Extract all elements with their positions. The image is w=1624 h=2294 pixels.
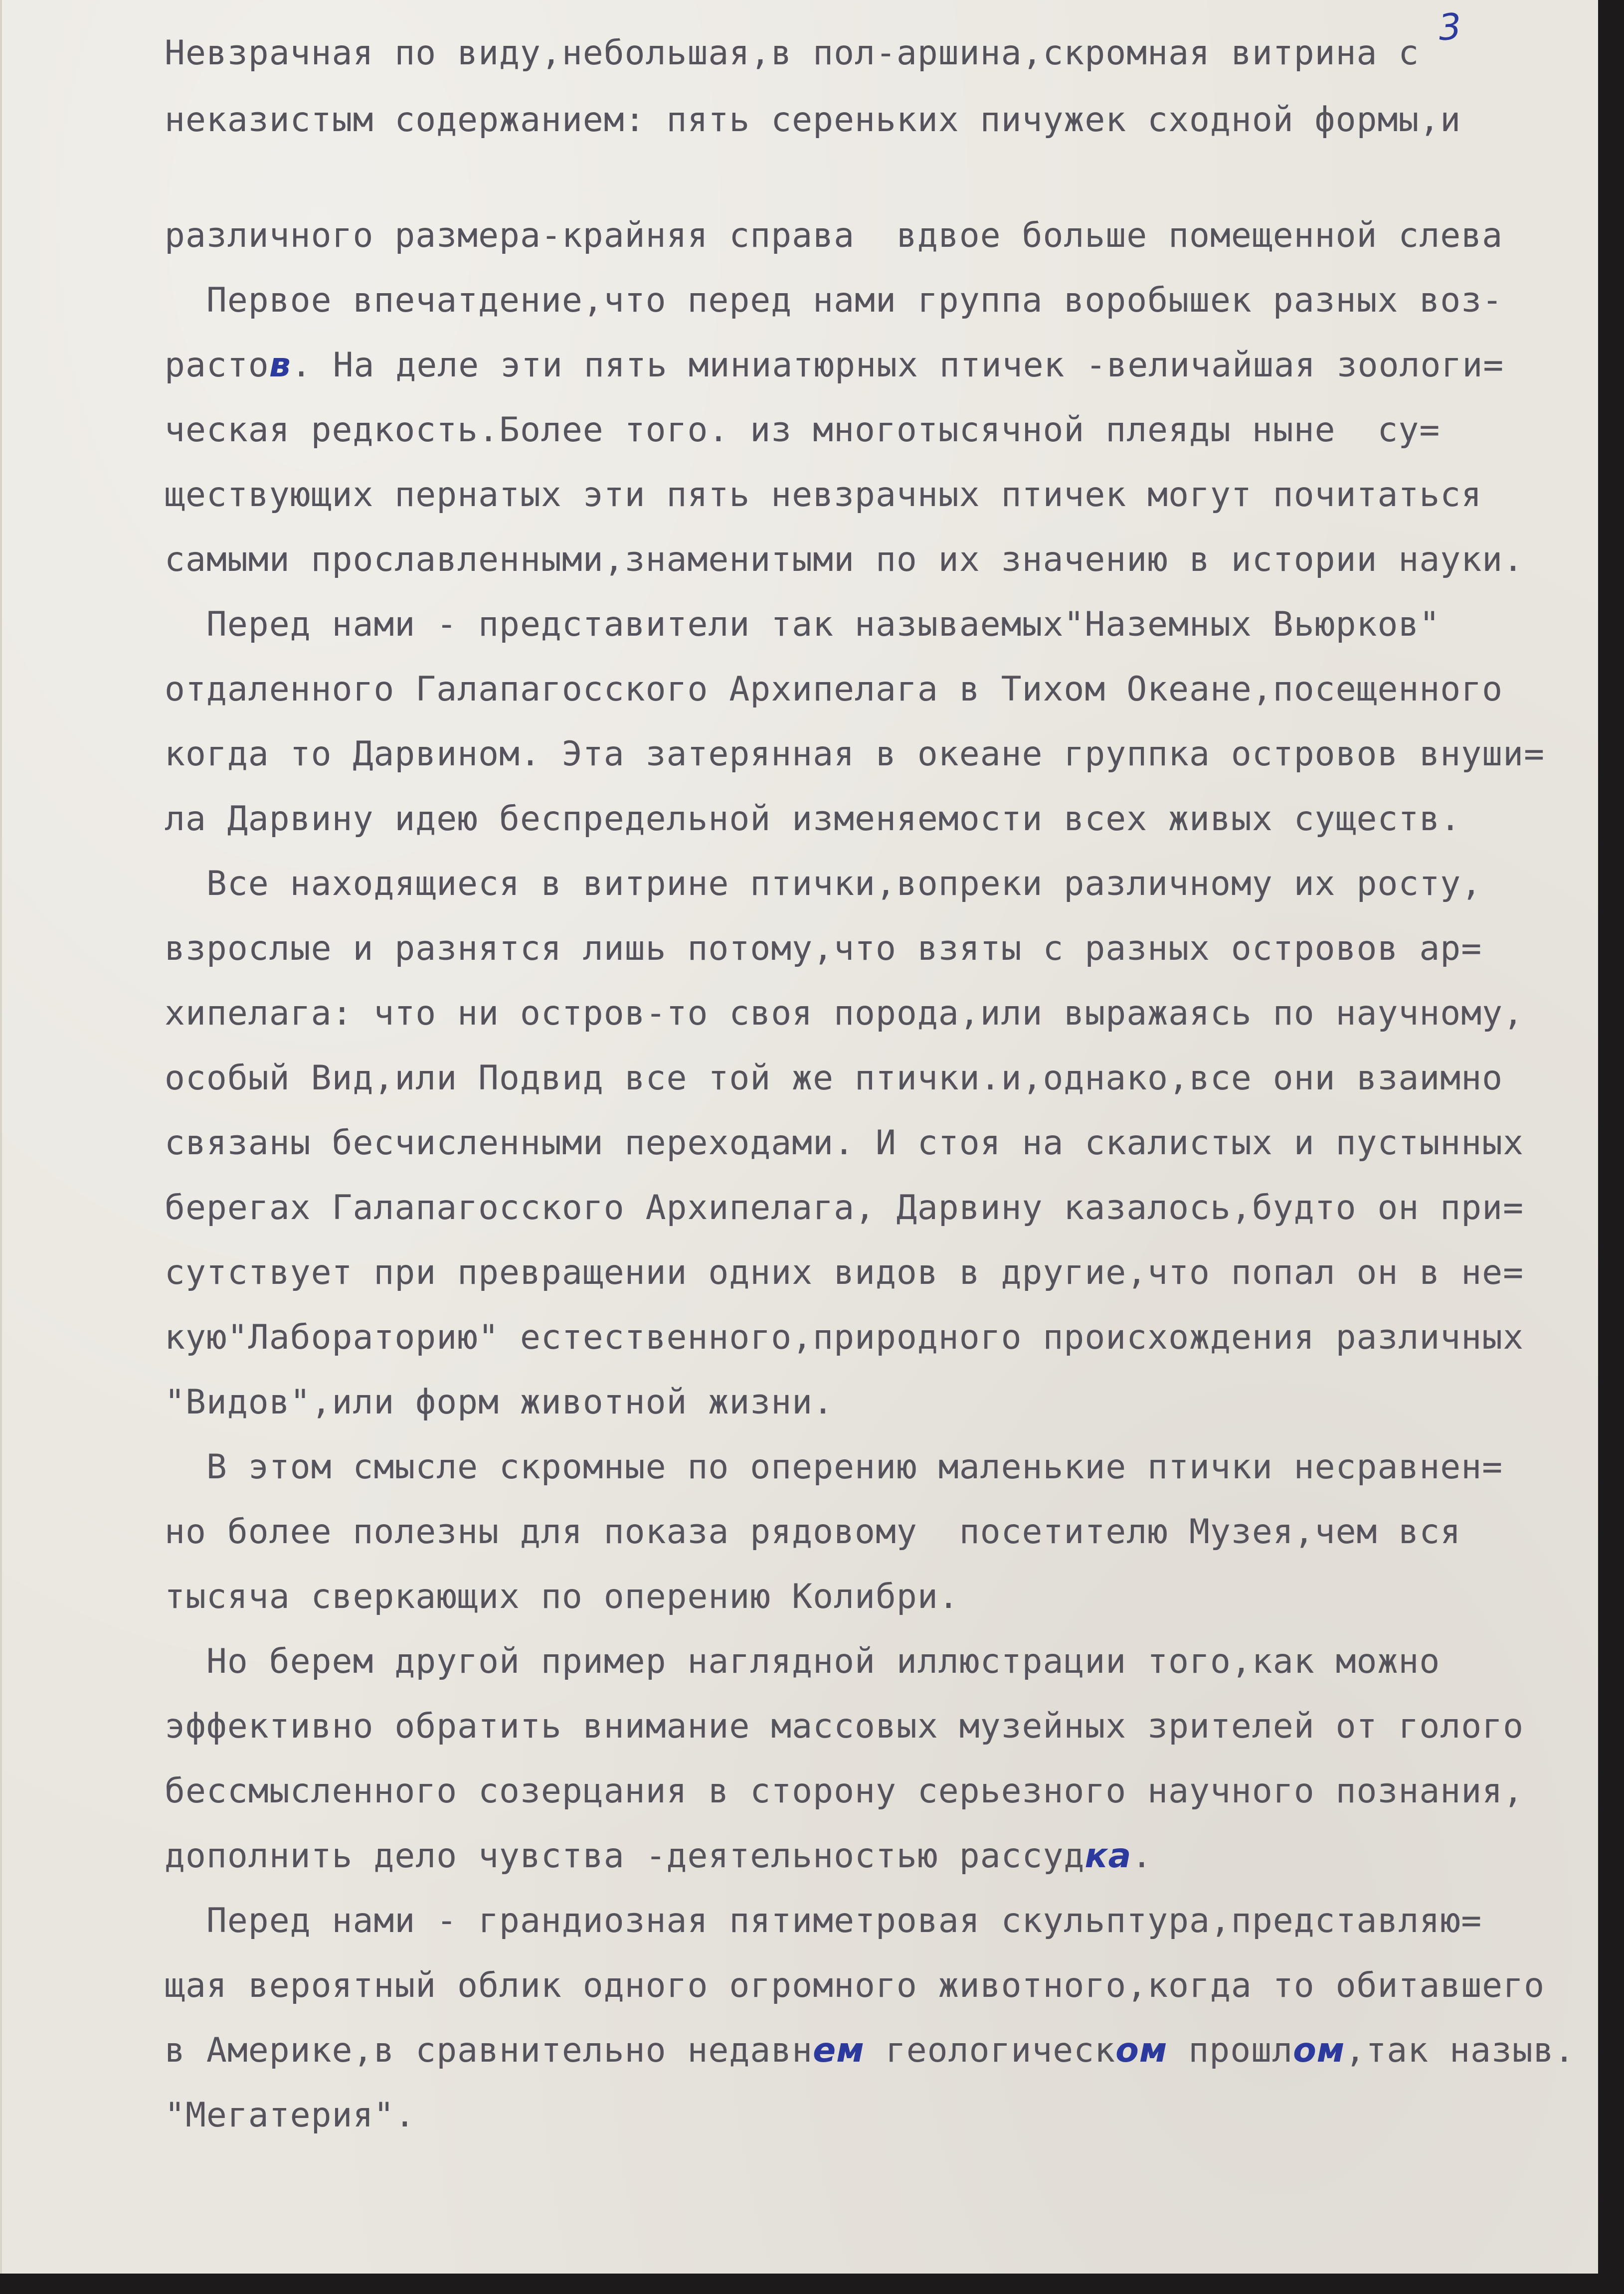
text-line: но более полезны для показа рядовому посетителю Музея,чем вся bbox=[165, 1512, 1461, 1552]
text-line: различного размера-крайняя справа вдвое больше помещенной слева bbox=[165, 216, 1503, 255]
text-line bbox=[165, 1824, 1591, 1889]
text-line: щая вероятный облик одного огромного животного,когда то обитавшего bbox=[165, 1966, 1545, 2005]
handwritten-correction: ка bbox=[1084, 1836, 1132, 1876]
text-line bbox=[165, 333, 1591, 398]
text-line: особый Вид,или Подвид все той же птички.и,однако,все они взаимно bbox=[165, 1059, 1503, 1098]
text-fragment: . bbox=[1131, 1836, 1153, 1876]
text-line: бессмысленного созерцания в сторону серьезного научного познания, bbox=[165, 1771, 1524, 1811]
text-fragment: в Америке,в сравнительно недавн bbox=[165, 2031, 813, 2070]
text-line: самыми прославленными,знаменитыми по их значению в истории науки. bbox=[165, 540, 1524, 579]
text-line: тысяча сверкающих по оперению Колибри. bbox=[165, 1577, 959, 1616]
text-line: "Мегатерия". bbox=[165, 2096, 416, 2135]
text-fragment: . На деле эти пять миниатюрных птичек -величайшая зоологи= bbox=[291, 346, 1504, 385]
text-line bbox=[165, 2018, 1591, 2083]
blank-space bbox=[165, 154, 1591, 203]
text-line: эффективно обратить внимание массовых музейных зрителей от голого bbox=[165, 1707, 1524, 1746]
text-fragment: дополнить дело чувства -деятельностью рассуд bbox=[165, 1836, 1085, 1876]
text-line: Первое впечатдение,что перед нами группа воробышек разных воз- bbox=[165, 281, 1503, 320]
text-line: Все находящиеся в витрине птички,вопреки различному их росту, bbox=[165, 864, 1482, 903]
handwritten-correction: ом bbox=[1293, 2031, 1345, 2070]
text-line: неказистым содержанием: пять сереньких пичужек сходной формы,и bbox=[165, 100, 1461, 140]
text-line: Невзрачная по виду,небольшая,в пол-аршина,скромная витрина с bbox=[165, 33, 1420, 73]
text-line: когда то Дарвином. Эта затерянная в океане группка островов внуши= bbox=[165, 734, 1545, 774]
typed-text-body bbox=[165, 20, 1591, 2148]
text-line: взрослые и разнятся лишь потому,что взяты с разных островов ар= bbox=[165, 929, 1482, 968]
text-fragment: расто bbox=[165, 346, 269, 385]
text-line: кую"Лабораторию" естественного,природного происхождения различных bbox=[165, 1318, 1524, 1357]
text-line: отдаленного Галапагосского Архипелага в Тихом Океане,посещенного bbox=[165, 670, 1503, 709]
text-line: берегах Галапагосского Архипелага, Дарвину казалось,будто он при= bbox=[165, 1188, 1524, 1228]
text-line: ческая редкость.Более того. из многотысячной плеяды ныне су= bbox=[165, 410, 1441, 450]
text-fragment: геологическ bbox=[864, 2031, 1116, 2070]
text-line: Но берем другой пример наглядной иллюстрации того,как можно bbox=[165, 1642, 1441, 1681]
text-line: "Видов",или форм животной жизни. bbox=[165, 1383, 834, 1422]
text-line: Перед нами - грандиозная пятиметровая скульптура,представляю= bbox=[165, 1901, 1482, 1941]
handwritten-correction: в bbox=[269, 346, 291, 385]
text-fragment: прошл bbox=[1167, 2031, 1293, 2070]
text-fragment: ,так назыв. bbox=[1345, 2031, 1575, 2070]
handwritten-correction: ем bbox=[813, 2031, 865, 2070]
text-line: ла Дарвину идею беспредельной изменяемости всех живых существ. bbox=[165, 799, 1461, 839]
text-line: В этом смысле скромные по оперению маленькие птички несравнен= bbox=[165, 1447, 1503, 1487]
text-line: ществующих пернатых эти пять невзрачных птичек могут почитаться bbox=[165, 475, 1482, 515]
text-line: связаны бесчисленными переходами. И стоя на скалистых и пустынных bbox=[165, 1123, 1524, 1163]
handwritten-correction: ом bbox=[1115, 2031, 1168, 2070]
text-line: Перед нами - представители так называемых"Наземных Вьюрков" bbox=[165, 605, 1441, 644]
text-line: сутствует при превращении одних видов в другие,что попал он в не= bbox=[165, 1253, 1524, 1292]
text-line: хипелага: что ни остров-то своя порода,или выражаясь по научному, bbox=[165, 994, 1524, 1033]
handwritten-page-number: 3 bbox=[1437, 5, 1463, 49]
